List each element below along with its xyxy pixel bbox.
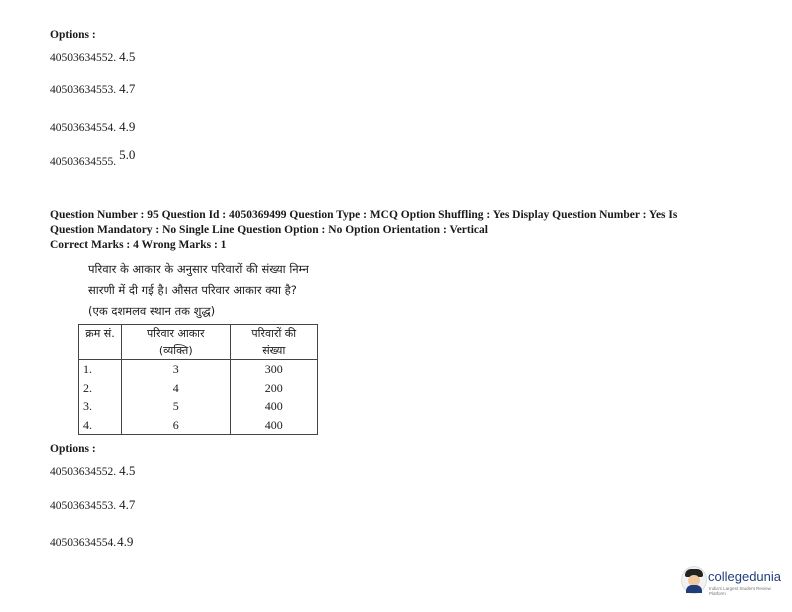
table-row [79,416,318,435]
cell-sno: 1. [79,360,122,379]
student-mascot-icon [681,566,707,594]
cell-family-size: 4 [122,379,231,398]
header-family-size-line-1: परिवार आकार [146,327,205,340]
header-family-count [230,325,318,360]
cell-family-count: 300 [230,360,318,379]
cell-family-count: 200 [230,379,318,398]
question-text-line-3: (एक दशमलव स्थान तक शुद्ध) [88,304,216,318]
option-row-bottom-3 [50,533,133,551]
option-id: 40503634554. [50,122,117,134]
question-meta-line-1: Question Number : 95 Question Id : 4050369499 Question Type : MCQ Option Shuffling : Yes Display Question Number : Yes Is [50,209,678,221]
logo-tagline: India's Largest Student Review Platform [709,586,771,596]
cell-family-count: 400 [230,397,318,416]
table-header-row [79,325,318,360]
cell-family-size: 6 [122,416,231,435]
option-id: 40503634552. [50,52,117,64]
question-marks: Correct Marks : 4 Wrong Marks : 1 [50,239,227,251]
table-row [79,379,318,398]
header-family-size-line-2: (व्यक्ति) [158,344,193,357]
option-row-top-4 [50,147,136,170]
table-row [79,397,318,416]
question-meta-line-2: Question Mandatory : No Single Line Question Option : No Option Orientation : Vertical [50,224,488,236]
cell-family-count: 400 [230,416,318,435]
option-value: 4.7 [119,497,136,512]
header-family-count-line-1: परिवारों की [251,327,297,340]
cell-sno: 4. [79,416,122,435]
option-id: 40503634552. [50,466,117,478]
cell-sno: 3. [79,397,122,416]
collegedunia-logo [681,566,785,596]
option-value: 4.7 [119,81,136,96]
option-id: 40503634555. [50,156,117,168]
option-id: 40503634553. [50,500,117,512]
options-heading-top: Options : [50,29,96,41]
cell-family-size: 3 [122,360,231,379]
family-size-table [78,324,318,435]
option-value: 4.9 [117,534,134,549]
header-family-count-line-2: संख्या [262,344,286,357]
option-row-bottom-1 [50,462,135,480]
option-id: 40503634553. [50,84,117,96]
table-row [79,360,318,379]
option-row-top-3 [50,118,135,136]
option-row-top-2 [50,80,135,98]
option-row-bottom-2 [50,496,135,514]
header-family-size [122,325,231,360]
logo-name: collegedunia [708,569,782,584]
cell-family-size: 5 [122,397,231,416]
option-value: 4.9 [119,119,136,134]
cell-sno: 2. [79,379,122,398]
header-sno: क्रम सं. [79,325,122,360]
option-value: 4.5 [119,463,136,478]
options-heading-bottom: Options : [50,443,96,455]
option-id: 40503634554. [50,537,117,549]
option-value: 4.5 [119,49,136,64]
question-text-line-2: सारणी में दी गई है। औसत परिवार आकार क्या है? [88,283,297,297]
option-row-top-1 [50,48,135,66]
question-text-line-1: परिवार के आकार के अनुसार परिवारों की संख्या निम्न [88,262,309,276]
option-value: 5.0 [119,147,136,162]
